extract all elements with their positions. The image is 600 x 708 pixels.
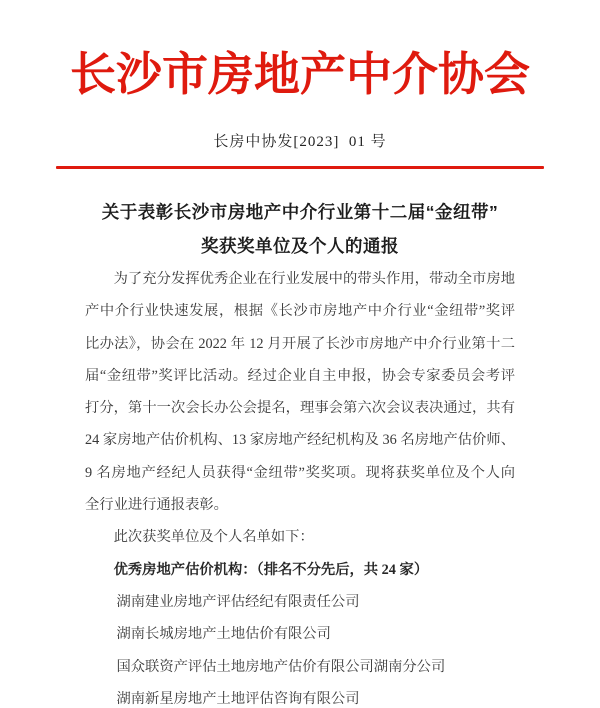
paragraph-line: 产中介行业快速发展，根据《长沙市房地产中介行业“金纽带”奖评 (85, 303, 515, 320)
award-winner-item: 湖南长城房地产土地估价有限公司 (116, 626, 331, 643)
award-winner-item: 湖南新星房地产土地评估咨询有限公司 (116, 690, 360, 707)
document-title (0, 195, 600, 263)
org-name-header: 长沙市房地产中介协会 (70, 49, 530, 100)
paragraph-line: 届“金纽带”奖评比活动。经过企业自主申报，协会专家委员会考评 (85, 367, 515, 384)
category-heading: 优秀房地产估价机构：（排名不分先后，共 24 家） (113, 561, 429, 578)
list-intro-line: 此次获奖单位及个人名单如下： (113, 529, 314, 546)
paragraph-line: 打分，第十一次会长办公会提名，理事会第六次会议表决通过，共有 (85, 400, 515, 417)
paragraph-line: 为了充分发挥优秀企业在行业发展中的带头作用，带动全市房地 (113, 271, 515, 287)
paragraph-line: 9 名房地产经纪人员获得“金纽带”奖奖项。现将获奖单位及个人向 (85, 464, 515, 481)
main-paragraph (85, 263, 515, 521)
doc-number: 长房中协发[2023] 01 号 (213, 134, 387, 150)
award-winners-list (85, 586, 515, 708)
paragraph-line: 全行业进行通报表彰。 (85, 497, 228, 514)
paragraph-line: 24 家房地产估价机构、13 家房地产经纪机构及 36 名房地产估价师、 (85, 432, 515, 449)
award-winner-item: 国众联资产评估土地房地产估价有限公司湖南分公司 (116, 658, 446, 675)
award-winner-item: 湖南建业房地产评估经纪有限责任公司 (116, 593, 360, 610)
red-divider-line (56, 166, 544, 169)
paragraph-line: 比办法》，协会在 2022 年 12 月开展了长沙市房地产中介行业第十二 (85, 335, 515, 352)
document-title-line1: 关于表彰长沙市房地产中介行业第十二届“金纽带” (101, 202, 499, 222)
document-title-line2: 奖获奖单位及个人的通报 (201, 236, 399, 256)
document-body (85, 263, 515, 708)
